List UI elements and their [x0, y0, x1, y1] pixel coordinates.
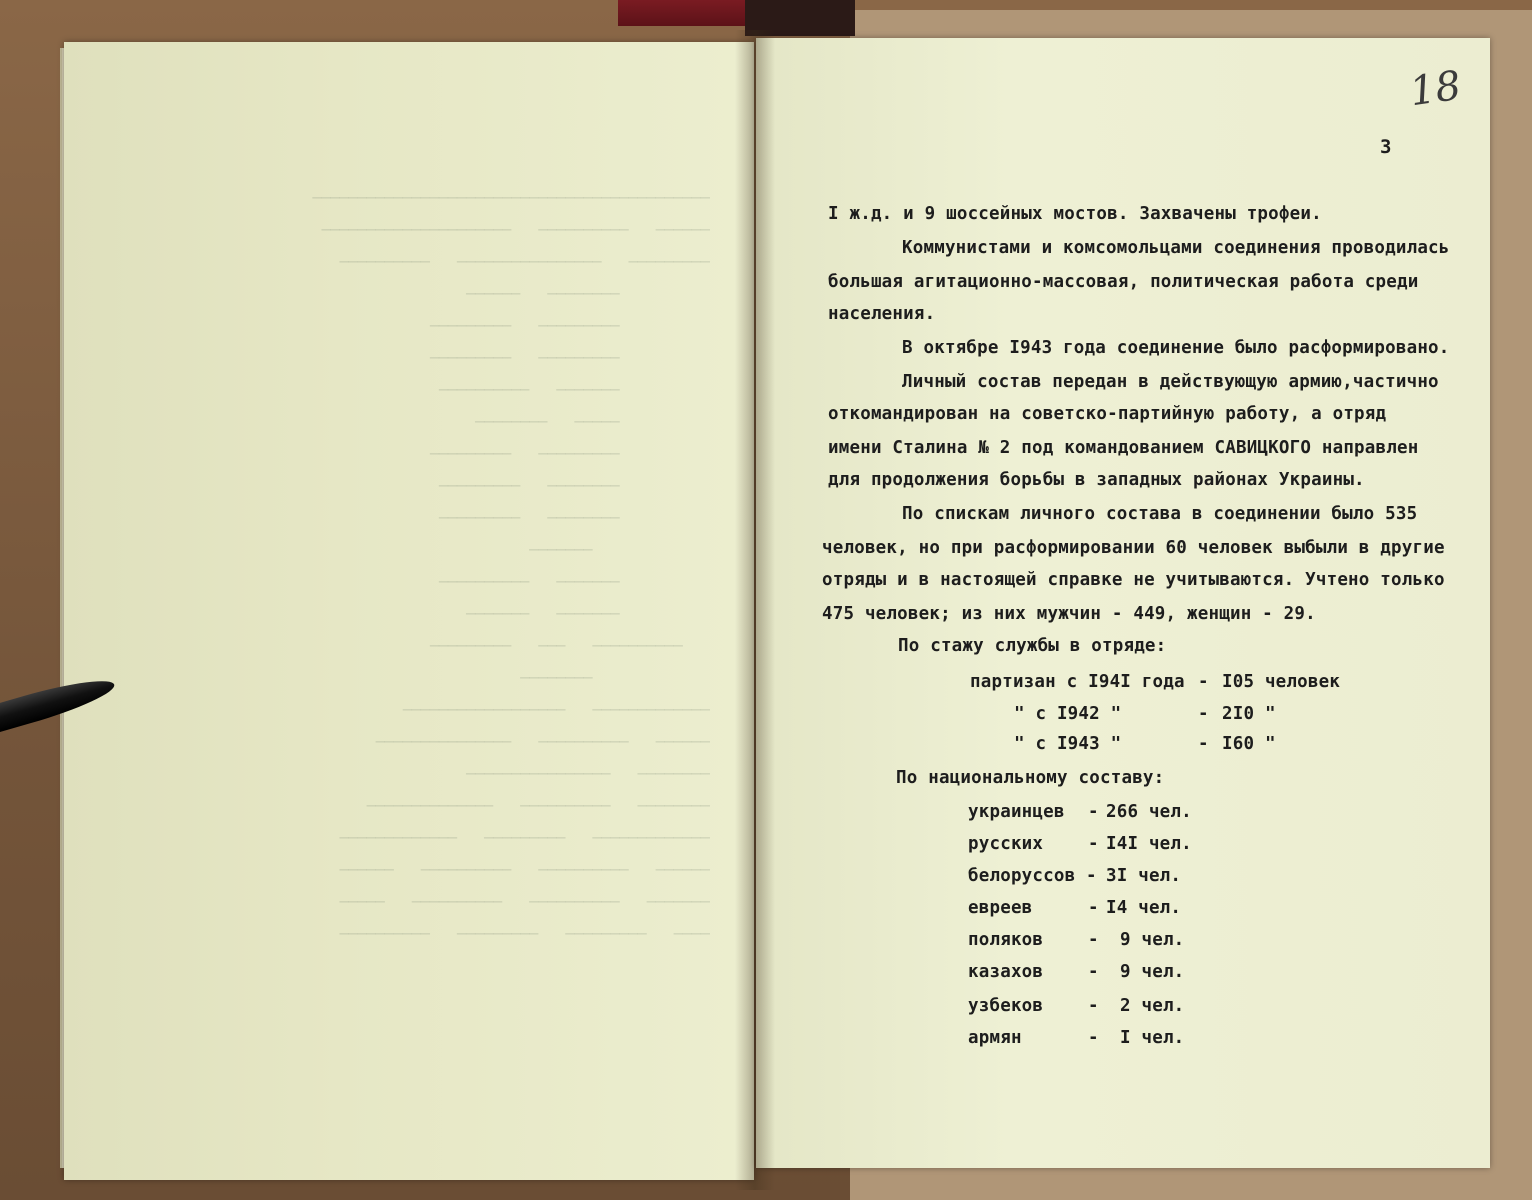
nationality-name: украинцев	[968, 802, 1065, 822]
service-row-value: I60 "	[1222, 734, 1276, 754]
text-line-4: населения.	[828, 304, 936, 324]
text-line-5: В октябре I943 года соединение было расформировано.	[902, 338, 1450, 358]
nationality-name: казахов	[968, 962, 1044, 982]
left-page-bleed-through: ──────────────────────────────────────────── ────── ────────── ───────────────────── ───────── ──────────────── ────────── ──────── ────── ───────── ───────── ───────── ───────── ─────── ────────── ───── ──────── ───────── ───────── ──────── ───────── ──────── ───────── ─────── ─────── ────────── ─────── ─────── ────────── ─── ───────── ──────── ───────────── ────────────────── ────── ────────── ─────────────── ──────── ──────────────── ──────── ────────── ────────────── ───────────── ───────── ───────────── ────── ────────── ────────── ────── ─────── ────────── ────────── ───── ──── ───────── ───────── ──────────	[312, 189, 710, 943]
nationality-count: 266 чел.	[1106, 802, 1192, 822]
text-line-6: Личный состав передан в действующую армию,частично	[902, 372, 1439, 392]
nationality-count: I4I чел.	[1106, 834, 1192, 854]
service-row-sep: -	[1198, 672, 1209, 692]
service-row-label: " с I942 "	[1014, 704, 1122, 724]
text-line-13: 475 человек; из них мужчин - 449, женщин - 29.	[822, 604, 1316, 624]
nationality-count: 3I чел.	[1106, 866, 1182, 886]
nationality-sep: -	[1088, 962, 1099, 982]
nationality-name: русских	[968, 834, 1044, 854]
text-line-12: отряды и в настоящей справке не учитываются. Учтено только	[822, 570, 1445, 590]
nationality-sep: -	[1088, 898, 1099, 918]
nationality-count: 9 чел.	[1120, 930, 1185, 950]
folio-number: 18	[1407, 62, 1464, 116]
text-line-14: По стажу службы в отряде:	[898, 636, 1167, 656]
service-row-sep: -	[1198, 704, 1209, 724]
nationality-sep: -	[1088, 1028, 1099, 1048]
service-row-label: " с I943 "	[1014, 734, 1122, 754]
text-line-1: I ж.д. и 9 шоссейных мостов. Захвачены трофеи.	[828, 204, 1322, 224]
nationality-name: белоруссов	[968, 866, 1076, 886]
text-line-2: Коммунистами и комсомольцами соединения проводилась	[902, 238, 1450, 258]
nationality-count: 9 чел.	[1120, 962, 1185, 982]
service-row-label: партизан с I94I года	[970, 672, 1185, 692]
nationality-name: евреев	[968, 898, 1033, 918]
nationality-sep: -	[1088, 802, 1099, 822]
service-row-sep: -	[1198, 734, 1209, 754]
text-line-10: По спискам личного состава в соединении было 535	[902, 504, 1418, 524]
nationality-count: I4 чел.	[1106, 898, 1182, 918]
service-row-value: I05 человек	[1222, 672, 1341, 692]
nationality-name: узбеков	[968, 996, 1044, 1016]
nationality-sep: -	[1086, 866, 1097, 886]
nationality-sep: -	[1088, 930, 1099, 950]
text-line-9: для продолжения борьбы в западных районах Украины.	[828, 470, 1365, 490]
page-number: 3	[1380, 136, 1392, 158]
nationality-name: армян	[968, 1028, 1022, 1048]
text-line-11: человек, но при расформировании 60 человек выбыли в другие	[822, 538, 1445, 558]
nationality-heading: По национальному составу:	[896, 768, 1165, 788]
text-line-7: откомандирован на советско-партийную работу, а отряд	[828, 404, 1387, 424]
nationality-count: I чел.	[1120, 1028, 1185, 1048]
nationality-sep: -	[1088, 996, 1099, 1016]
nationality-count: 2 чел.	[1120, 996, 1185, 1016]
nationality-name: поляков	[968, 930, 1044, 950]
book-gutter-shadow	[735, 30, 775, 1190]
nationality-sep: -	[1088, 834, 1099, 854]
text-line-3: большая агитационно-массовая, политическая работа среди	[828, 272, 1419, 292]
service-row-value: 2I0 "	[1222, 704, 1276, 724]
text-line-8: имени Сталина № 2 под командованием САВИЦКОГО направлен	[828, 438, 1419, 458]
